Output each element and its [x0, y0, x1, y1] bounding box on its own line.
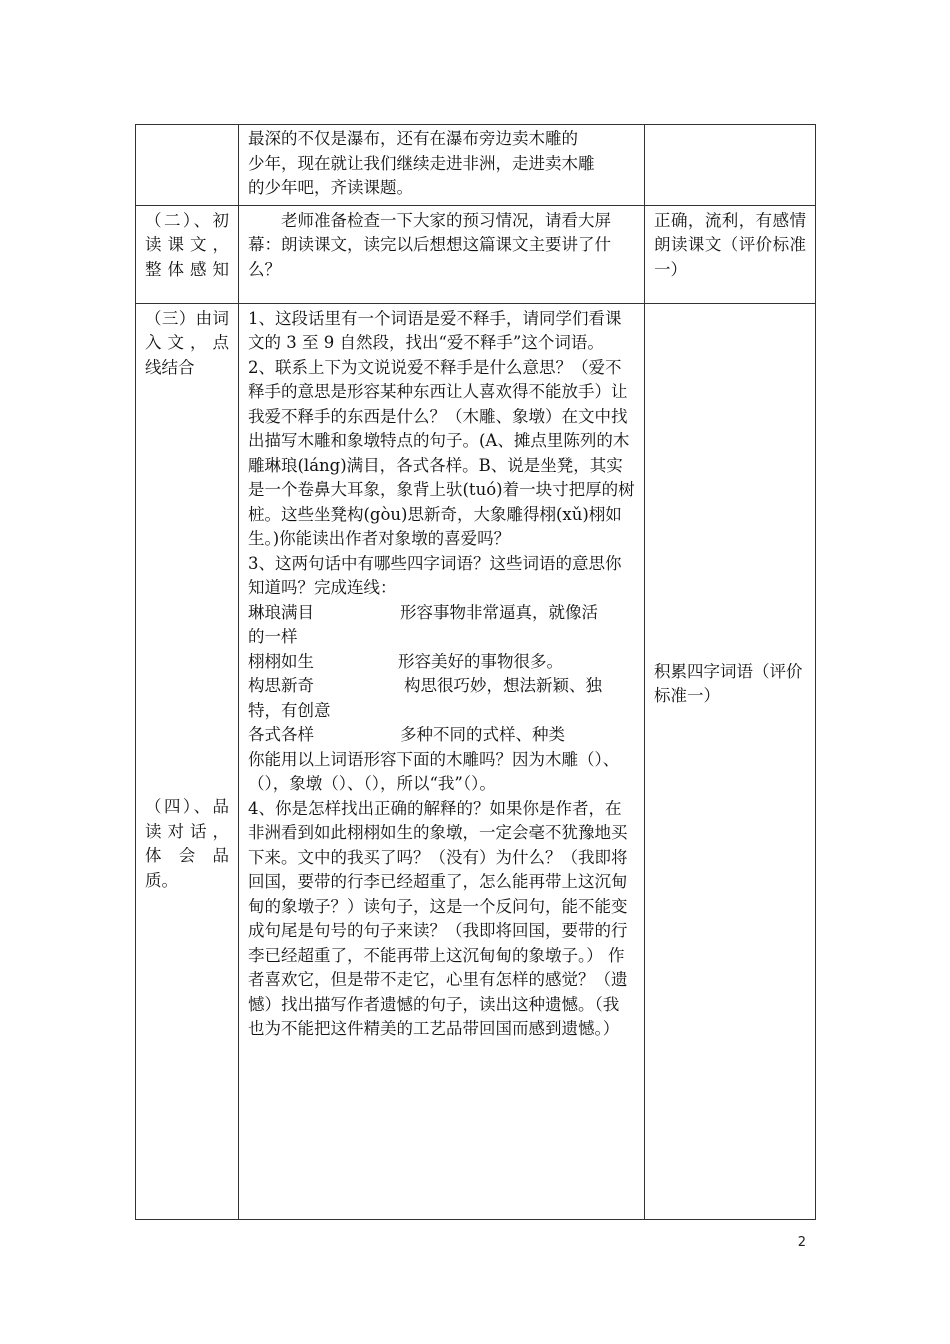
evaluation-cell-empty [645, 125, 816, 206]
table-row-stage3 [136, 303, 816, 1219]
content-cell-intro [239, 125, 645, 206]
question-4: 4、你是怎样找出正确的解释的？如果你是作者，在非洲看到如此栩栩如生的象墩，一定会毫不犹豫地买下来。文中的我买了吗？（没有）为什么？（我即将回国，要带的行李已经超重了，怎么能再带上这沉甸甸的象墩子？）读句子，这是一个反问句，能不能变成句尾是句号的句子来读？（我即将回国，要带的行李已经超重了，不能再带上这沉甸甸的象墩子。） 作者喜欢它，但是带不走它，心里有怎样的感觉？（遗憾）找出描写作者遗憾的句子，读出这种遗憾。（我也为不能把这件精美的工艺品带回国而感到遗憾。） [248, 798, 628, 1038]
stage-4-label-4: 质。 [145, 870, 178, 890]
question-2: 2、联系上下为文说说爱不释手是什么意思？（爱不释手的意思是形容某种东西让人喜欢得不能放手）让我爱不释手的东西是什么？（木雕、象墩）在文中找出描写木雕和象墩特点的句子。(A、摊点里陈列的木雕琳琅(láng)满目，各式各样。B、说是坐凳，其实是一个卷鼻大耳象，象背上驮(tuó)着一块寸把厚的树桩。这些坐凳构(gòu)思新奇，大象雕得栩(xǔ)栩如生。)你能读出作者对象墩的喜爱吗？ [248, 357, 635, 548]
match-term-1: 琳琅满目 [248, 602, 314, 622]
match-row-3 [248, 674, 635, 699]
match-def-3-cont: 特，有创意 [248, 700, 331, 720]
stage-2-label-1: （二）、初 [145, 210, 229, 230]
match-def-3: 构思很巧妙，想法新颖、独 [404, 676, 602, 695]
intro-line-2: 少年，现在就让我们继续走进非洲，走进卖木雕 [248, 153, 595, 173]
stage-cell-2 [136, 205, 239, 303]
stage-3-label-1: （三）由词 [145, 308, 229, 328]
stage-2-label-3: 整体感知 [145, 259, 229, 279]
fill-in-sentence: 你能用以上词语形容下面的木雕吗？因为木雕（）、（），象墩（）、（），所以“我”（）。 [248, 749, 620, 793]
match-row-2 [248, 650, 635, 675]
stage-3-label-3: 线结合 [145, 357, 195, 377]
intro-line-3: 的少年吧，齐读课题。 [248, 178, 413, 197]
content-cell-stage3 [239, 303, 645, 1219]
content-cell-stage2 [239, 205, 645, 303]
stage-4-label-2: 读对话， [145, 821, 229, 841]
table-row-stage2 [136, 205, 816, 303]
evaluation-cell-stage2 [645, 205, 816, 303]
stage-4-label-1: （四）、品 [145, 797, 229, 816]
stage-3-evaluation: 积累四字词语（评价标准一） [654, 661, 803, 705]
page-number: 2 [797, 1235, 806, 1250]
match-def-2: 形容美好的事物很多。 [398, 651, 563, 671]
stage-3-label-2: 入文，点 [145, 333, 229, 352]
match-term-2: 栩栩如生 [248, 651, 314, 671]
match-term-3: 构思新奇 [248, 676, 314, 695]
match-def-1: 形容事物非常逼真，就像活 [400, 602, 598, 622]
stage-2-label-2: 读课文， [145, 235, 229, 254]
stage-cell-3-4 [136, 303, 239, 1219]
match-term-4: 各式各样 [248, 725, 314, 744]
stage-4-label-3: 体 会 品 [145, 846, 229, 865]
stage-label-spacer [145, 380, 229, 795]
question-3: 3、这两句话中有哪些四字词语？这些词语的意思你知道吗？完成连线： [248, 553, 622, 597]
stage-cell-empty [136, 125, 239, 206]
evaluation-cell-stage3 [645, 303, 816, 1219]
match-def-4: 多种不同的式样、种类 [400, 725, 565, 744]
stage-2-content: 老师准备检查一下大家的预习情况，请看大屏幕：朗读课文，读完以后想想这篇课文主要讲了什么？ [248, 210, 611, 279]
question-1: 1、这段话里有一个词语是爱不释手，请同学们看课文的 3 至 9 自然段，找出“爱不释手”这个词语。 [248, 308, 622, 352]
match-row-1 [248, 601, 635, 626]
match-def-1-cont: 的一样 [248, 627, 298, 646]
table-row-intro [136, 125, 816, 206]
stage-2-evaluation: 正确，流利，有感情朗读课文（评价标准一） [654, 210, 806, 279]
intro-line-1: 最深的不仅是瀑布，还有在瀑布旁边卖木雕的 [248, 129, 578, 148]
match-row-4 [248, 723, 635, 748]
lesson-plan-table [135, 124, 816, 1220]
